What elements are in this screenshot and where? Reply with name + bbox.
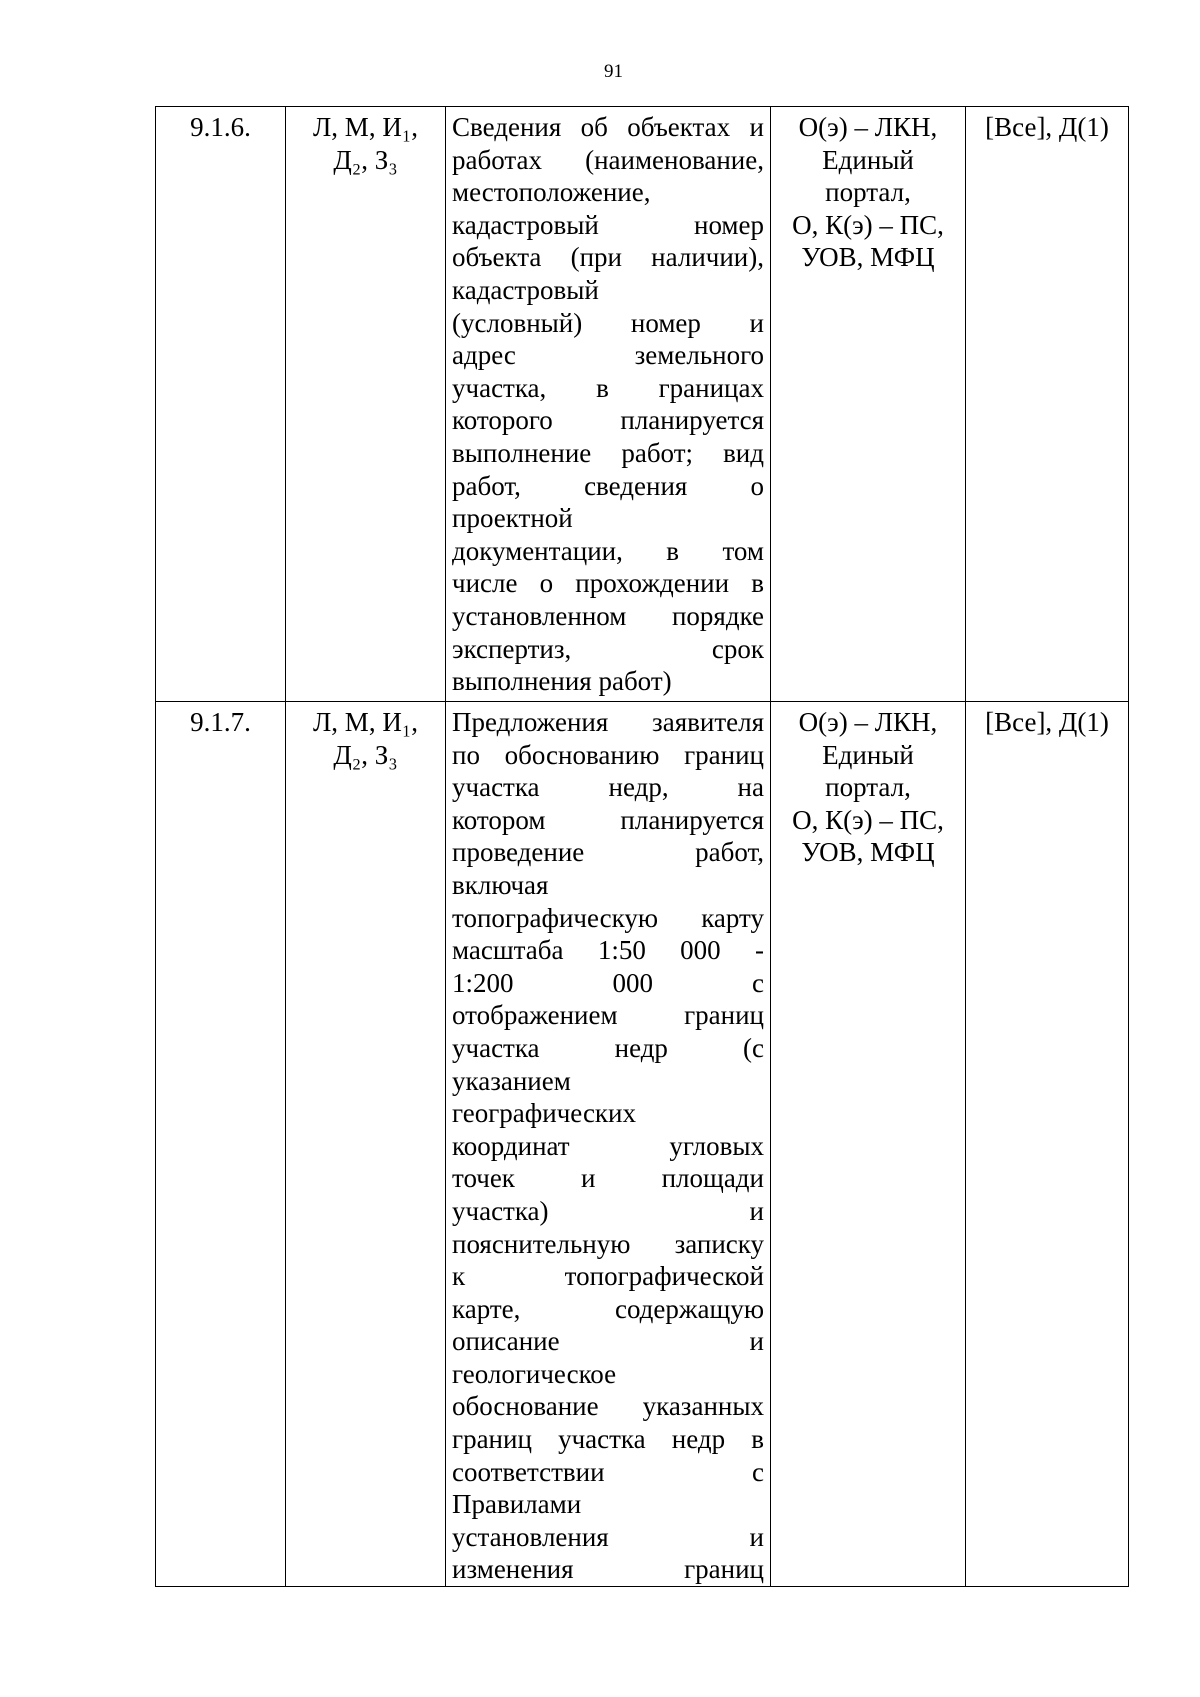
codes-cell	[286, 702, 446, 1587]
submission-line: Единый	[822, 144, 914, 175]
description-line: установления и	[452, 1521, 764, 1552]
description-cell	[446, 107, 771, 702]
code-line: Д₂, З₃	[333, 144, 398, 175]
submission-line: портал,	[825, 772, 911, 803]
table-row	[156, 702, 1129, 1587]
description-line: работ, сведения о	[452, 470, 764, 501]
description-line: документации, в том	[452, 535, 764, 566]
description-line: точек и площади	[452, 1163, 764, 1194]
submission-line: О(э) – ЛКН,	[798, 707, 938, 737]
submission-method-cell	[771, 107, 966, 702]
submission-line: портал,	[825, 177, 911, 208]
description-line: Сведения об объектах и	[452, 112, 764, 142]
description-line: участка, в границах	[452, 372, 764, 403]
item-number: 9.1.7.	[190, 707, 251, 737]
submission-line: УОВ, МФЦ	[801, 837, 935, 868]
description-line: участка) и	[452, 1195, 764, 1226]
description-line: топографическую карту	[452, 902, 764, 933]
description-line: изменения границ	[452, 1554, 764, 1585]
description-line: соответствии с	[452, 1456, 764, 1487]
table-row	[156, 107, 1129, 702]
code-line: Д₂, З₃	[333, 739, 398, 770]
description-line: числе о прохождении в	[452, 568, 764, 599]
item-number-cell	[156, 702, 286, 1587]
item-number: 9.1.6.	[190, 112, 251, 142]
description-line: работах (наименование,	[452, 144, 764, 175]
description-line: карте, содержащую	[452, 1293, 764, 1324]
applicants-value: [Все], Д(1)	[985, 112, 1109, 142]
code-line: Л, М, И₁,	[313, 707, 418, 737]
description-line: описание и	[452, 1326, 764, 1357]
description-line: указанием	[452, 1065, 571, 1096]
description-line: включая	[452, 869, 549, 900]
submission-method-cell	[771, 702, 966, 1587]
submission-line: О, К(э) – ПС,	[792, 804, 944, 835]
description-line: географических	[452, 1098, 636, 1129]
submission-line: Единый	[822, 739, 914, 770]
description-line: отображением границ	[452, 1000, 764, 1031]
description-line: установленном порядке	[452, 600, 764, 631]
description-line: котором планируется	[452, 804, 764, 835]
description-line: проектной	[452, 503, 573, 534]
submission-line: О(э) – ЛКН,	[798, 112, 938, 142]
description-line: координат угловых	[452, 1130, 764, 1161]
page-number: 91	[604, 61, 623, 82]
submission-line: УОВ, МФЦ	[801, 242, 935, 273]
description-line: (условный) номер и	[452, 307, 764, 338]
description-line: участка недр, на	[452, 772, 764, 803]
description-line: адрес земельного	[452, 340, 764, 371]
description-line: по обоснованию границ	[452, 739, 764, 770]
applicants-cell	[966, 107, 1129, 702]
description-cell	[446, 702, 771, 1587]
description-line: кадастровый номер	[452, 209, 764, 240]
item-number-cell	[156, 107, 286, 702]
submission-line: О, К(э) – ПС,	[792, 209, 944, 240]
applicants-value: [Все], Д(1)	[985, 707, 1109, 737]
description-line: Правилами	[452, 1489, 582, 1520]
applicants-cell	[966, 702, 1129, 1587]
description-line: проведение работ,	[452, 837, 764, 868]
description-line: местоположение,	[452, 177, 651, 208]
description-line: экспертиз, срок	[452, 633, 764, 664]
description-line: которого планируется	[452, 405, 764, 436]
description-line: геологическое	[452, 1358, 617, 1389]
description-line: к топографической	[452, 1261, 764, 1292]
description-line: Предложения заявителя	[452, 707, 764, 737]
description-line: выполнение работ; вид	[452, 437, 764, 468]
description-line: участка недр (с	[452, 1032, 764, 1063]
requirements-table	[155, 106, 1129, 1587]
description-line: объекта (при наличии),	[452, 242, 764, 273]
description-line: пояснительную записку	[452, 1228, 764, 1259]
description-line: кадастровый	[452, 274, 599, 305]
codes-cell	[286, 107, 446, 702]
code-line: Л, М, И₁,	[313, 112, 418, 142]
description-line: масштаба 1:50 000 -	[452, 935, 764, 966]
description-line: выполнения работ)	[452, 666, 672, 697]
description-line: 1:200 000 с	[452, 967, 764, 998]
description-line: обоснование указанных	[452, 1391, 764, 1422]
description-line: границ участка недр в	[452, 1424, 764, 1455]
